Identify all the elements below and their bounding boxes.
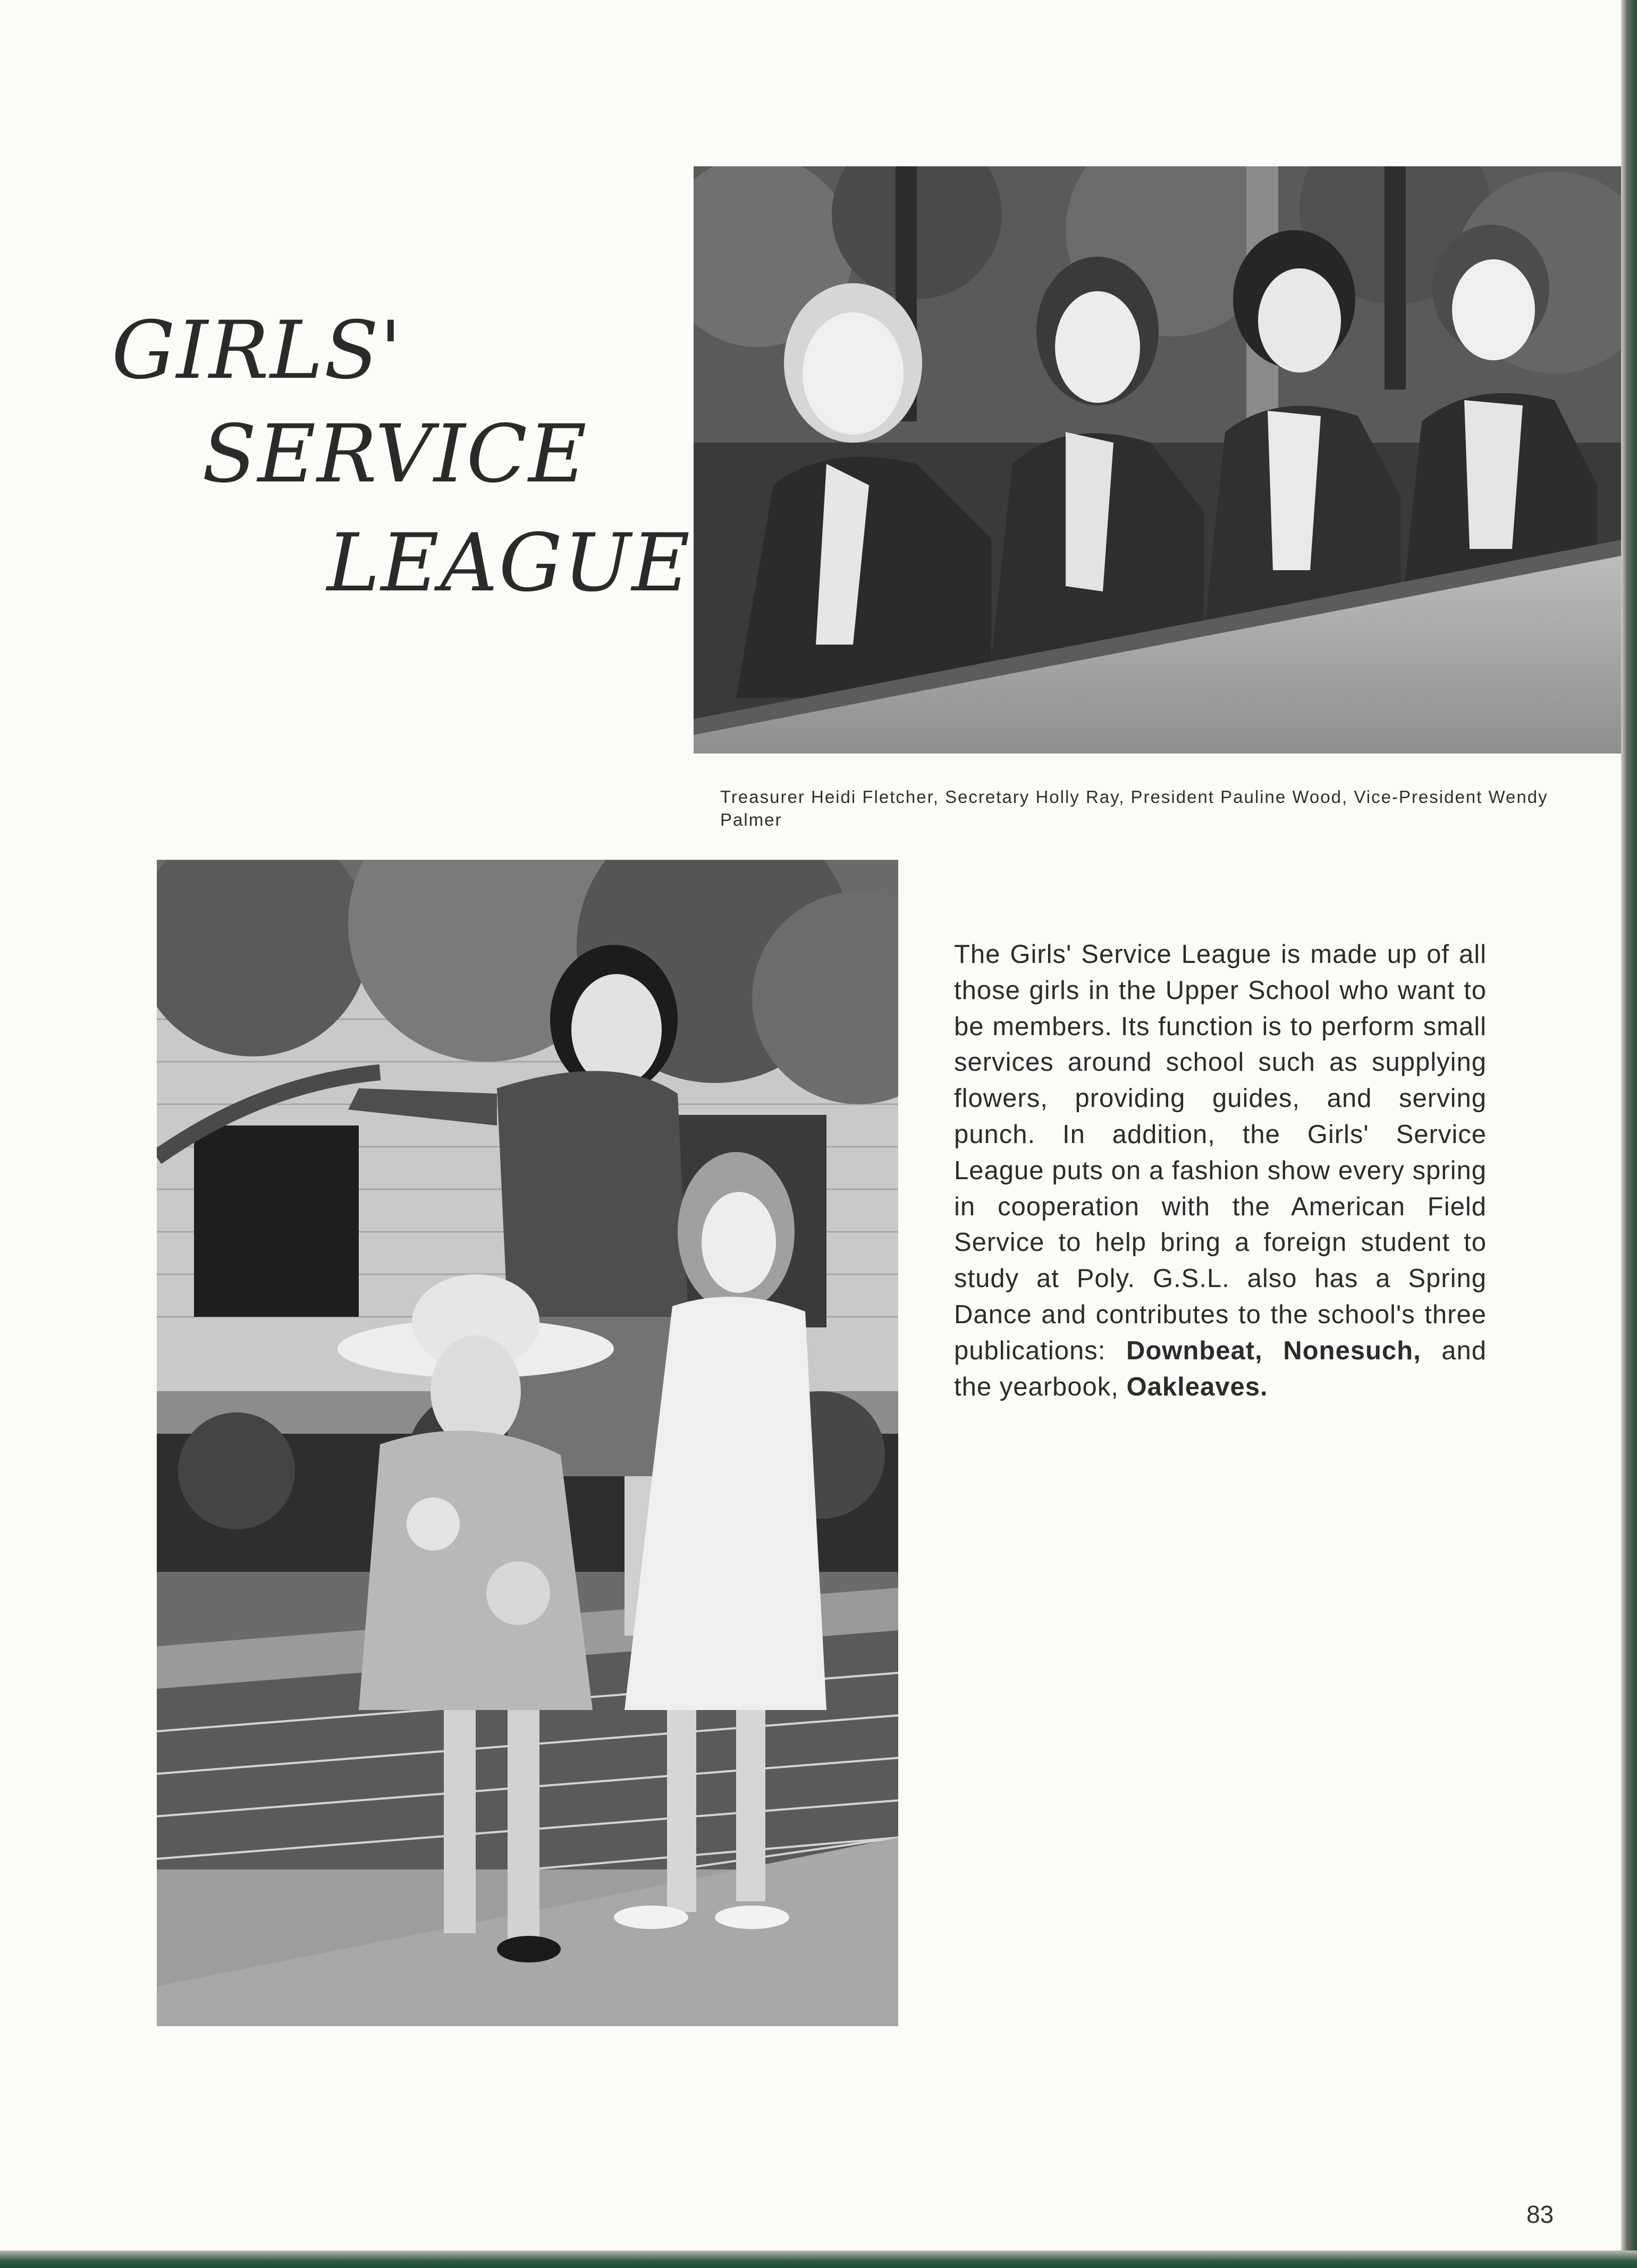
title-line-2: SERVICE <box>202 408 588 501</box>
page-edge-bottom <box>0 2250 1637 2268</box>
publication-oakleaves: Oakleaves. <box>1126 1372 1268 1401</box>
page-number: 83 <box>1526 2201 1554 2228</box>
members-photo <box>157 860 898 2026</box>
officers-photo <box>694 166 1629 754</box>
article-body <box>954 937 1487 1405</box>
publication-downbeat: Downbeat, <box>1126 1336 1263 1365</box>
members-photo-image <box>157 860 898 2026</box>
article-text-2: and the yearbook, <box>954 1336 1487 1401</box>
officers-photo-caption: Treasurer Heidi Fletcher, Secretary Holly Ray, President Pauline Wood, Vice-President Wendy Palmer <box>720 787 1548 830</box>
title-line-3: LEAGUE <box>327 517 691 610</box>
title-line-1: GIRLS' <box>112 304 403 397</box>
page-edge-right <box>1621 0 1637 2268</box>
publication-nonesuch: Nonesuch, <box>1283 1336 1421 1365</box>
officers-photo-image <box>694 166 1629 754</box>
article-text-1: The Girls' Service League is made up of all those girls in the Upper School who want to be members. Its function is to perform small services around school such as supplying flowers, providing guides, and serving punch. In addition, the Girls' Service League puts on a fashion show every spring in cooperation with the American Field Service to help bring a foreign student to study at Poly. G.S.L. also has a Spring Dance and contributes to the school's three publications: <box>954 940 1487 1365</box>
